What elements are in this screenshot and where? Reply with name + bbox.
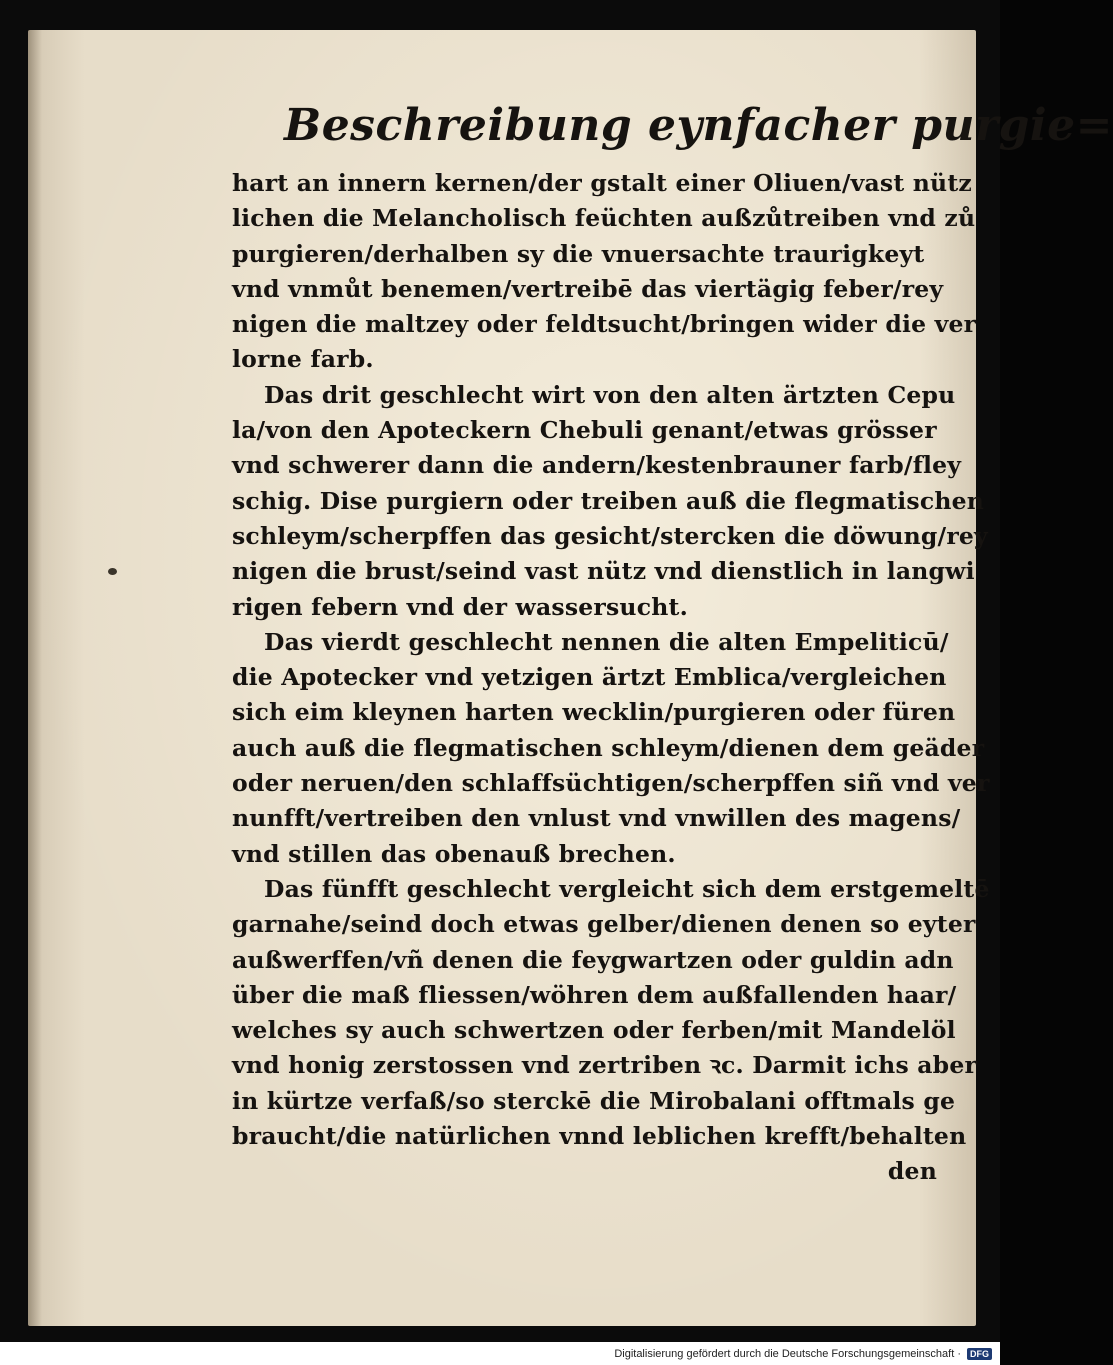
dfg-logo-icon: DFG [967, 1348, 992, 1360]
text-line: nigen die brust/seind vast nütz vnd dienstlich in langwi [232, 557, 975, 586]
text-line: la/von den Apoteckern Chebuli genant/etwas grösser [232, 416, 937, 445]
text-line: braucht/die natürlichen vnnd leblichen krefft/behalten [232, 1122, 967, 1151]
text-line: schleym/scherpffen das gesicht/stercken die döwung/rey [232, 521, 988, 550]
text-line: vnd schwerer dann die andern/kestenbrauner farb/fley [232, 451, 962, 480]
text-line: vnd stillen das obenauß brechen. [232, 839, 676, 868]
text-line: lorne farb. [232, 345, 374, 374]
paragraph-start-line: Das drit geschlecht wirt von den alten ärtzten Cepu [264, 380, 956, 409]
paragraph-start-line: Das fünfft geschlecht vergleicht sich dem erstgemeltē [264, 874, 990, 903]
digitization-footer [0, 1342, 1000, 1365]
text-line: hart an innern kernen/der gstalt einer Oliuen/vast nütz [232, 169, 972, 197]
text-line: oder neruen/den schlaffsüchtigen/scherpffen siñ vnd ver [232, 769, 990, 798]
running-heading: Beschreibung eynfacher purgie= [284, 100, 1113, 151]
text-line: außwerffen/vñ denen die feygwartzen oder guldin adn [232, 945, 954, 974]
text-line: rigen febern vnd der wassersucht. [232, 592, 688, 621]
text-line: nunfft/vertreiben den vnlust vnd vnwillen des magens/ [232, 804, 961, 833]
text-line: über die maß fliessen/wöhren dem außfallenden haar/ [232, 980, 957, 1009]
footer-credit-text: Digitalisierung gefördert durch die Deutsche Forschungsgemeinschaft · [614, 1347, 961, 1360]
paragraph-start-line: Das vierdt geschlecht nennen die alten Empeliticū/ [264, 627, 949, 656]
text-line: die Apotecker vnd yetzigen ärtzt Emblica/vergleichen [232, 663, 947, 692]
text-line: nigen die maltzey oder feldtsucht/bringen wider die ver [232, 310, 977, 339]
ink-speck [108, 568, 117, 575]
text-line: in kürtze verfaß/so sterckē die Mirobalani offtmals ge [232, 1086, 956, 1115]
text-line: garnahe/seind doch etwas gelber/dienen denen so eyter [232, 910, 976, 939]
text-line: auch auß die flegmatischen schleym/dienen dem geäder [232, 733, 985, 762]
text-line: vnd honig zerstossen vnd zertriben ꝛc. Darmit ichs aber [232, 1051, 978, 1080]
page-text-block [232, 96, 1113, 1190]
page-gutter-shadow [28, 30, 42, 1326]
text-line: schig. Dise purgiern oder treiben auß die flegmatischen [232, 486, 985, 515]
text-line: lichen die Melancholisch feüchten außzůtreiben vnd zů [232, 204, 976, 233]
text-line: vnd vnmůt benemen/vertreibē das viertägig feber/rey [232, 274, 944, 303]
text-line: purgieren/derhalben sy die vnuersachte traurigkeyt [232, 239, 925, 268]
catchword: den [887, 1157, 937, 1186]
text-line: welches sy auch schwertzen oder ferben/mit Mandelöl [232, 1016, 956, 1045]
text-line: sich eim kleynen harten wecklin/purgieren oder füren [232, 698, 956, 727]
